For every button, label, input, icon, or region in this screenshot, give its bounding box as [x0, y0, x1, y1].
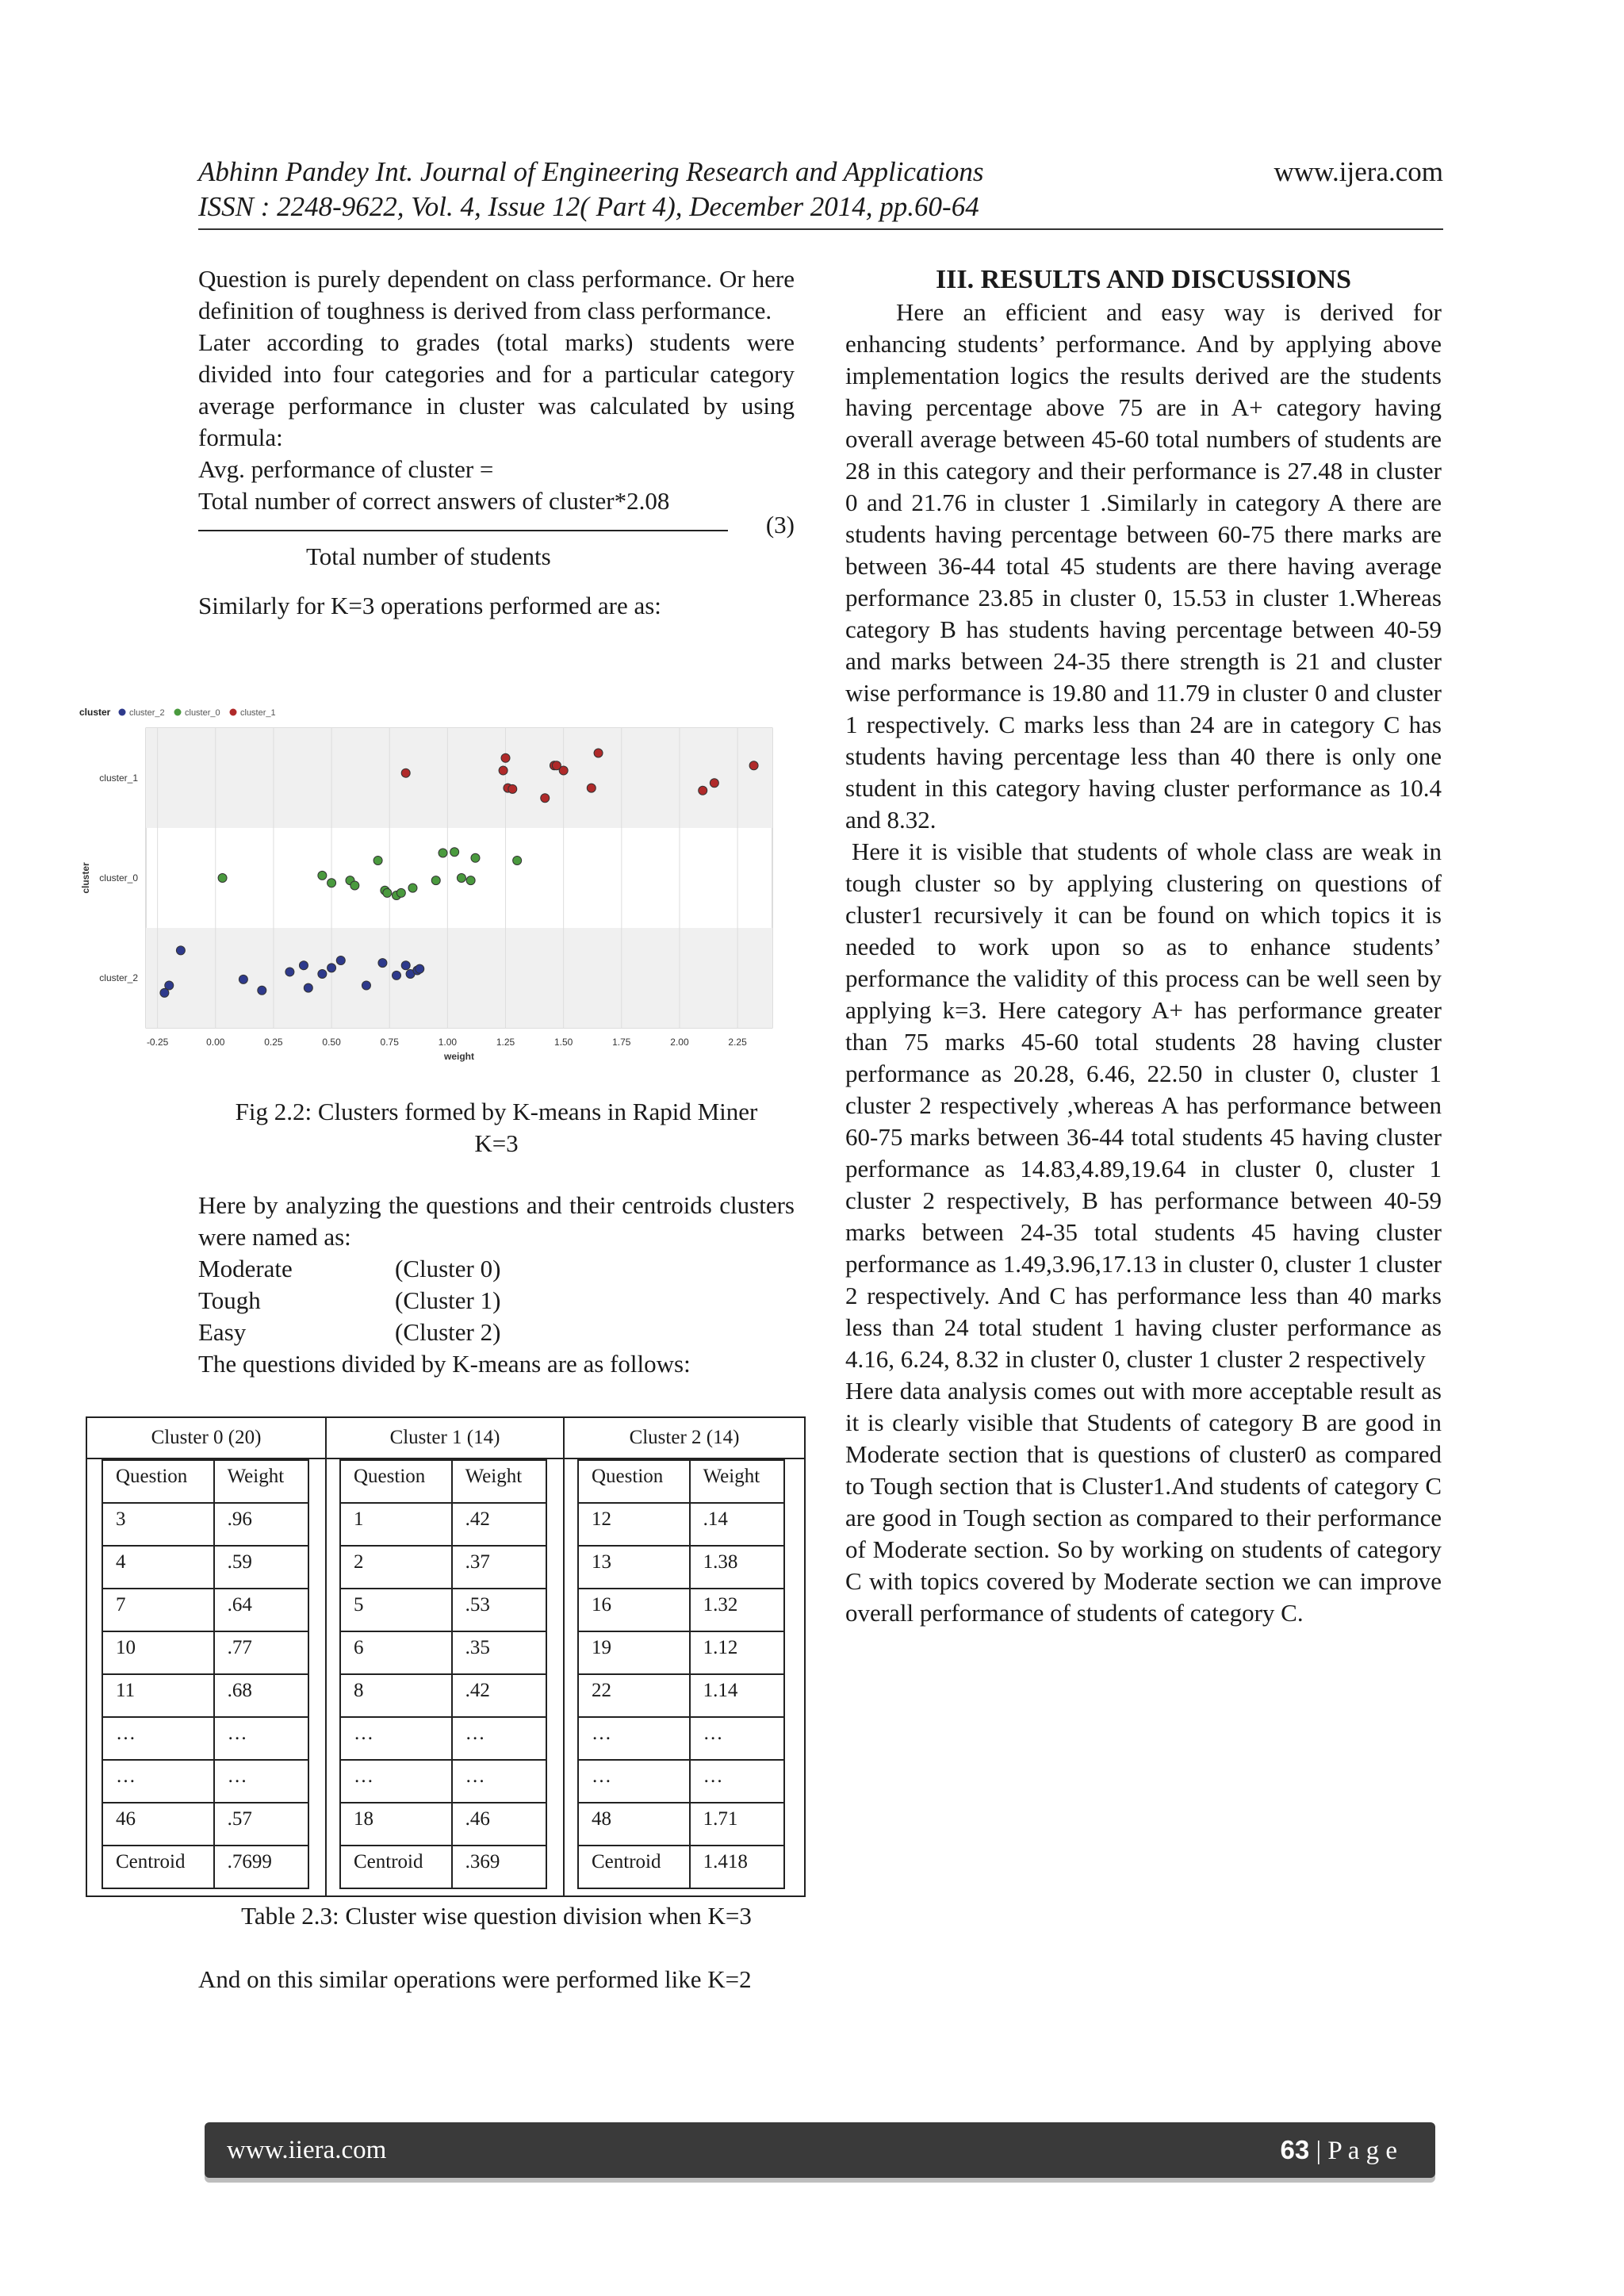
table-row [578, 1717, 784, 1760]
table-row [102, 1846, 308, 1888]
paragraph: Here by analyzing the questions and their centroids clusters were named as: [198, 1191, 795, 1251]
table-cell: 1.38 [690, 1546, 784, 1589]
column-header: Weight [214, 1460, 308, 1503]
table-cell: 1.71 [690, 1803, 784, 1846]
data-point-cluster_0 [373, 856, 382, 864]
cluster-1-title: Cluster 1 (14) [389, 1427, 500, 1448]
table-cell: 46 [102, 1803, 214, 1846]
fraction-bar [198, 530, 728, 531]
cluster-name-row: Easy (Cluster 2) [198, 1318, 501, 1346]
y-tick-label: cluster_2 [99, 972, 138, 983]
left-column-top [198, 263, 795, 622]
x-axis-label: weight [444, 1051, 474, 1062]
table-cell: … [578, 1760, 690, 1803]
page-label: | P a g e [1316, 2136, 1397, 2165]
column-header: Weight [452, 1460, 546, 1503]
section-title: III. RESULTS AND DISCUSSIONS [935, 265, 1352, 294]
table-row [340, 1846, 546, 1888]
x-tick-label: 2.00 [670, 1037, 689, 1048]
table-row [340, 1717, 546, 1760]
table-row [102, 1503, 308, 1546]
formula [198, 485, 795, 573]
column-header: Weight [690, 1460, 784, 1503]
column-header: Question [578, 1460, 690, 1503]
legend-marker [230, 709, 237, 716]
table-divider [325, 1418, 327, 1895]
y-tick-label: cluster_1 [99, 772, 138, 784]
table-cell: … [340, 1717, 452, 1760]
data-point-cluster_2 [239, 975, 247, 983]
data-point-cluster_1 [499, 766, 508, 775]
table-row [102, 1674, 308, 1717]
table-cell: … [214, 1760, 308, 1803]
paragraph: Here data analysis comes out with more acceptable result as it is clearly visible that Students of category B are good in Moderate section that is questions of cluster0 as compared to Tough section that is Cluster1.And students of category C are good in Tough section as compared to their performance of Moderate section. So by working on students of category C with topics covered by Moderate section we can improve overall performance of students of category C. [845, 1377, 1442, 1627]
data-point-cluster_0 [318, 871, 327, 880]
table-cell: .35 [452, 1631, 546, 1674]
data-point-cluster_0 [350, 881, 359, 890]
table-cell: .7699 [214, 1846, 308, 1888]
table-cell: 8 [340, 1674, 452, 1717]
legend-marker [119, 709, 126, 716]
cluster-name-list [198, 1253, 795, 1348]
table-cell: 10 [102, 1631, 214, 1674]
table-row [102, 1803, 308, 1846]
table-cell: .53 [452, 1589, 546, 1631]
table-cell: .37 [452, 1546, 546, 1589]
cluster-1-table [339, 1459, 547, 1889]
table-cell: … [214, 1717, 308, 1760]
formula-label: Avg. performance of cluster = [198, 455, 494, 483]
data-point-cluster_1 [541, 794, 550, 803]
cluster-2-title: Cluster 2 (14) [629, 1427, 740, 1448]
table-cell: .42 [452, 1674, 546, 1717]
table-cell: Centroid [102, 1846, 214, 1888]
table-cell: … [452, 1717, 546, 1760]
table-row [102, 1546, 308, 1589]
table-row [578, 1503, 784, 1546]
legend-label: cluster_0 [185, 708, 220, 718]
legend-label: cluster_2 [129, 708, 165, 718]
table-cell: 1.14 [690, 1674, 784, 1717]
fig-caption-line1: Fig 2.2: Clusters formed by K-means in Rapid Miner [235, 1098, 758, 1125]
table-cell: … [102, 1760, 214, 1803]
table-caption-text: Table 2.3: Cluster wise question division when K=3 [241, 1902, 752, 1930]
table-cell: 4 [102, 1546, 214, 1589]
table-row [340, 1546, 546, 1589]
table-row [102, 1760, 308, 1803]
table-cell: .64 [214, 1589, 308, 1631]
table-header-row [102, 1460, 308, 1503]
table-cell: .77 [214, 1631, 308, 1674]
data-point-cluster_1 [401, 769, 410, 777]
table-cell: … [452, 1760, 546, 1803]
data-point-cluster_0 [431, 876, 440, 885]
formula-denominator: Total number of students [306, 542, 551, 570]
column-header: Question [102, 1460, 214, 1503]
cluster-question-table [86, 1416, 806, 1897]
table-cell: .369 [452, 1846, 546, 1888]
table-cell: 5 [340, 1589, 452, 1631]
data-point-cluster_0 [457, 874, 465, 883]
data-point-cluster_1 [508, 784, 517, 793]
table-cell: .46 [452, 1803, 546, 1846]
table-cell: 48 [578, 1803, 690, 1846]
data-point-cluster_0 [471, 853, 480, 862]
table-cell: 1.12 [690, 1631, 784, 1674]
cluster-scatter-chart [76, 704, 790, 1077]
data-point-cluster_2 [285, 968, 294, 976]
x-tick-label: 1.75 [612, 1037, 631, 1048]
page-number-block [1281, 2135, 1398, 2166]
x-tick-label: 0.75 [380, 1037, 399, 1048]
table-row [340, 1803, 546, 1846]
data-point-cluster_2 [416, 964, 424, 973]
data-point-cluster_0 [466, 876, 475, 885]
data-point-cluster_0 [383, 888, 392, 897]
table-cell: Centroid [578, 1846, 690, 1888]
data-point-cluster_0 [408, 884, 417, 892]
page-number: 63 [1280, 2134, 1310, 2164]
x-tick-label: 1.25 [496, 1037, 515, 1048]
x-tick-label: -0.25 [146, 1037, 169, 1048]
table-cell: … [102, 1717, 214, 1760]
table-header-row [578, 1460, 784, 1503]
legend-title: cluster [79, 707, 111, 718]
data-point-cluster_1 [501, 753, 510, 762]
table-cell: 1 [340, 1503, 452, 1546]
left-column-middle [198, 1190, 795, 1380]
data-point-cluster_2 [304, 983, 312, 992]
data-point-cluster_2 [393, 971, 401, 979]
table-row [340, 1589, 546, 1631]
cluster-name-row: Tough (Cluster 1) [198, 1286, 501, 1314]
formula-numerator: Total number of correct answers of cluster*2.08 [198, 487, 670, 515]
x-tick-label: 0.50 [322, 1037, 341, 1048]
data-point-cluster_1 [552, 761, 561, 770]
header-rule [198, 228, 1443, 230]
table-cell: Centroid [340, 1846, 452, 1888]
table-cell: 1.32 [690, 1589, 784, 1631]
table-cell: 16 [578, 1589, 690, 1631]
table-cell: … [690, 1760, 784, 1803]
data-point-cluster_2 [299, 961, 308, 970]
table-cell: 6 [340, 1631, 452, 1674]
cluster-2-table [577, 1459, 785, 1889]
data-point-cluster_0 [450, 848, 459, 857]
fig-caption-line2: K=3 [474, 1129, 519, 1157]
cluster-name-row: Moderate (Cluster 0) [198, 1255, 501, 1282]
table-cell: .57 [214, 1803, 308, 1846]
table-cell: 2 [340, 1546, 452, 1589]
data-point-cluster_1 [710, 779, 718, 788]
data-point-cluster_0 [218, 874, 227, 883]
table-row [340, 1760, 546, 1803]
data-point-cluster_2 [378, 959, 387, 968]
table-cell: 19 [578, 1631, 690, 1674]
table-cell: … [690, 1717, 784, 1760]
table-header-row [340, 1460, 546, 1503]
data-point-cluster_2 [318, 969, 327, 978]
legend-label: cluster_1 [240, 708, 276, 718]
table-divider [563, 1418, 565, 1895]
page-footer [205, 2122, 1435, 2178]
table-row [340, 1674, 546, 1717]
paragraph: And on this similar operations were performed like K=2 [198, 1965, 752, 1993]
table-cell: 1.418 [690, 1846, 784, 1888]
data-point-cluster_0 [396, 888, 405, 897]
data-point-cluster_1 [594, 749, 603, 757]
issn-line: ISSN : 2248-9622, Vol. 4, Issue 12( Part 4), December 2014, pp.60-64 [198, 191, 979, 222]
table-cell: 22 [578, 1674, 690, 1717]
data-point-cluster_2 [258, 986, 266, 995]
x-tick-label: 0.25 [264, 1037, 283, 1048]
table-cell: 7 [102, 1589, 214, 1631]
table-row [578, 1589, 784, 1631]
formula-number: (3) [765, 511, 795, 539]
x-tick-label: 2.25 [728, 1037, 747, 1048]
data-point-cluster_2 [160, 988, 169, 997]
y-axis [80, 772, 138, 983]
cluster-0-table [102, 1459, 309, 1889]
data-point-cluster_1 [699, 786, 707, 795]
paragraph: Here it is visible that students of whole class are weak in tough cluster so by applying clustering on questions of cluster1 recursively it can be found on which topics it is needed to work upon so as to enhance students’ performance the validity of this process can be well seen by applying k=3. Here category A+ has performance greater than 75 marks 45-60 total students 28 having cluster performance as 20.28, 6.46, 22.50 in cluster 0, cluster 1 cluster 2 respectively ,whereas A has performance between 60-75 marks between 36-44 total students 45 having cluster performance as 14.83,4.89,19.64 in cluster 0, cluster 1 cluster 2 respectively, B has performance between 40-59 marks between 24-35 total students 45 having cluster performance as 1.49,3.96,17.13 in cluster 0, cluster 1 cluster 2 respectively. And C has performance less than 40 marks less than 24 total student 1 having cluster performance as 4.16, 6.24, 8.32 in cluster 0, cluster 1 cluster 2 respectively [845, 838, 1442, 1373]
x-tick-label: 1.50 [553, 1037, 573, 1048]
table-row [102, 1589, 308, 1631]
table-cell: 18 [340, 1803, 452, 1846]
x-tick-label: 0.00 [206, 1037, 225, 1048]
table-row [578, 1546, 784, 1589]
data-point-cluster_2 [176, 946, 185, 955]
table-cell: … [340, 1760, 452, 1803]
footer-website-link[interactable]: www.iiera.com [227, 2135, 387, 2164]
table-cell: .42 [452, 1503, 546, 1546]
band-cluster_1 [146, 728, 772, 828]
data-point-cluster_0 [327, 879, 336, 887]
data-point-cluster_1 [749, 761, 758, 770]
x-tick-label: 1.00 [438, 1037, 458, 1048]
table-row [578, 1803, 784, 1846]
table-row [578, 1846, 784, 1888]
table-row [578, 1631, 784, 1674]
table-cell: 13 [578, 1546, 690, 1589]
paragraph: Later according to grades (total marks) students were divided into four categories and for a particular category average performance in cluster was calculated by using formula: [198, 328, 795, 451]
data-point-cluster_2 [336, 956, 345, 964]
table-cell: .96 [214, 1503, 308, 1546]
data-point-cluster_1 [587, 784, 596, 792]
figure-caption [198, 1096, 795, 1159]
table-row [578, 1760, 784, 1803]
table-cell: 11 [102, 1674, 214, 1717]
chart-legend [79, 707, 276, 718]
data-point-cluster_0 [513, 856, 522, 864]
data-point-cluster_2 [401, 961, 410, 970]
y-axis-label: cluster [80, 862, 91, 894]
journal-citation: Abhinn Pandey Int. Journal of Engineering Research and Applications [198, 156, 984, 187]
table-cell: .59 [214, 1546, 308, 1589]
division-intro: The questions divided by K-means are as follows: [198, 1350, 691, 1378]
data-point-cluster_0 [439, 849, 447, 857]
k3-intro: Similarly for K=3 operations performed are as: [198, 592, 661, 619]
paragraph: Here an efficient and easy way is derived for enhancing students’ performance. And by applying above implementation logics the results derived are the students having percentage above 75 are in A+ category having overall average between 45-60 total numbers of students are 28 in this category and their performance is 27.48 in cluster 0 and 21.76 in cluster 1 .Similarly in category A there are students having percentage between 60-75 there marks are between 36-44 total 45 students are there having average performance 23.85 in cluster 0, 15.53 in cluster 1.Whereas category B has students having percentage between 40-59 and marks between 24-35 there strength is 21 and cluster wise performance is 19.80 and 11.79 in cluster 0 and cluster 1 respectively. C marks less than 24 are in category C has students having percentage less than 40 there is only one student in this category having cluster performance as 10.4 and 8.32. [845, 298, 1442, 834]
column-header: Question [340, 1460, 452, 1503]
running-header [198, 155, 984, 224]
data-point-cluster_2 [362, 981, 370, 990]
table-row [578, 1674, 784, 1717]
left-column-closing [198, 1964, 795, 1995]
paragraph: Question is purely dependent on class performance. Or here definition of toughness is derived from class performance. [198, 265, 795, 324]
legend-marker [174, 709, 182, 716]
table-cell: … [578, 1717, 690, 1760]
table-cell: 12 [578, 1503, 690, 1546]
table-row [340, 1503, 546, 1546]
table-cell: 3 [102, 1503, 214, 1546]
x-axis [147, 1037, 747, 1062]
right-column [845, 263, 1442, 1629]
table-caption [198, 1900, 795, 1932]
table-cell: .68 [214, 1674, 308, 1717]
data-point-cluster_2 [327, 964, 336, 972]
table-cell: .14 [690, 1503, 784, 1546]
table-row [340, 1631, 546, 1674]
y-tick-label: cluster_0 [99, 872, 138, 884]
table-row [102, 1631, 308, 1674]
header-website-link[interactable]: www.ijera.com [1274, 156, 1443, 187]
table-row [102, 1717, 308, 1760]
cluster-0-title: Cluster 0 (20) [151, 1427, 262, 1448]
